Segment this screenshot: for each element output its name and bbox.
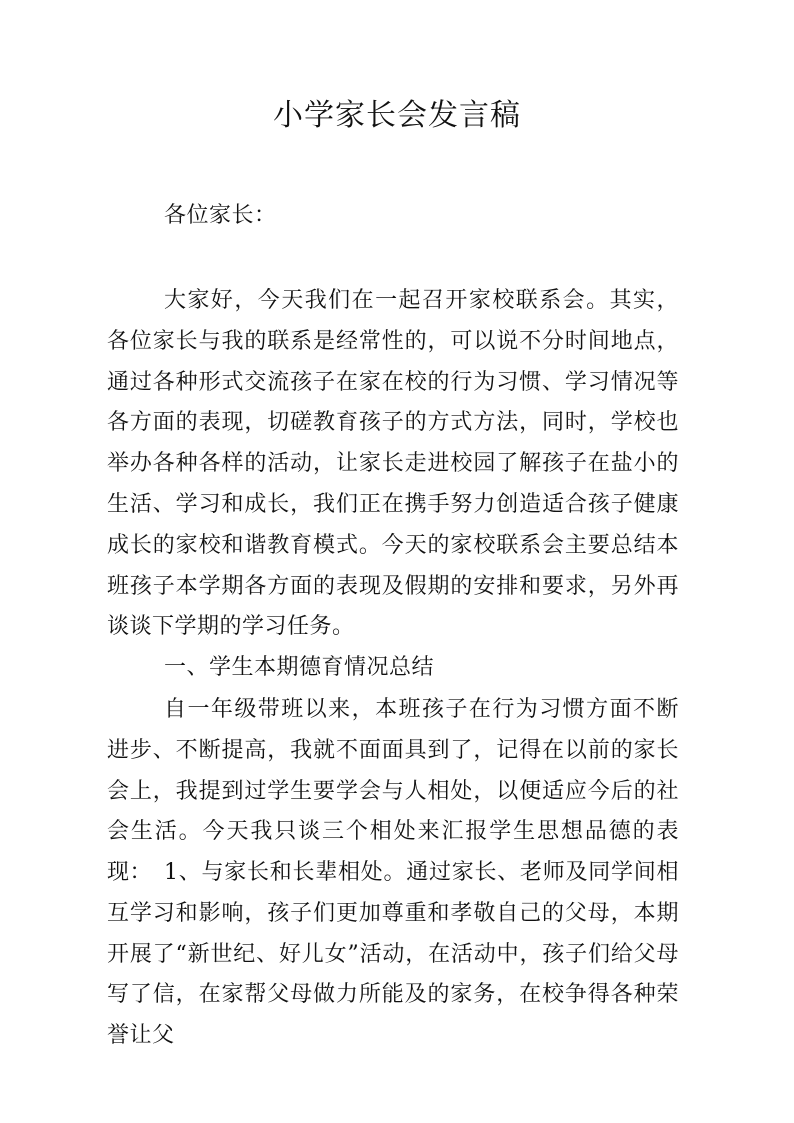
paragraph-intro: 大家好，今天我们在一起召开家校联系会。其实，各位家长与我的联系是经常性的，可以说不分时间地点，通过各种形式交流孩子在家在校的行为习惯、学习情况等各方面的表现，切磋教育孩子的方式方法，同时，学校也举办各种各样的活动，让家长走进校园了解孩子在盐小的生活、学习和成长，我们正在携手努力创造适合孩子健康成长的家校和谐教育模式。今天的家校联系会主要总结本班孩子本学期各方面的表现及假期的安排和要求，另外再谈谈下学期的学习任务。	[107, 288, 679, 640]
paragraph-family-relations: 1、与家长和长辈相处。通过家长、老师及同学间相互学习和影响，孩子们更加尊重和孝敬自己的父母，本期开展了“新世纪、好儿女”活动，在活动中，孩子们给父母写了信，在家帮父母做力所能及的家务，在校争得各种荣誉让父	[107, 860, 679, 1049]
greeting: 各位家长：	[164, 203, 277, 228]
paragraph-moral-summary: 自一年级带班以来，本班孩子在行为习惯方面不断进步、不断提高，我就不面面具到了，记得在以前的家长会上，我提到过学生要学会与人相处，以便适应今后的社会生活。今天我只谈三个相处来汇报学生思想品德的表现：	[107, 697, 679, 886]
document-title: 小学家长会发言稿	[273, 98, 521, 133]
section-heading: 一、学生本期德育情况总结	[164, 655, 435, 680]
